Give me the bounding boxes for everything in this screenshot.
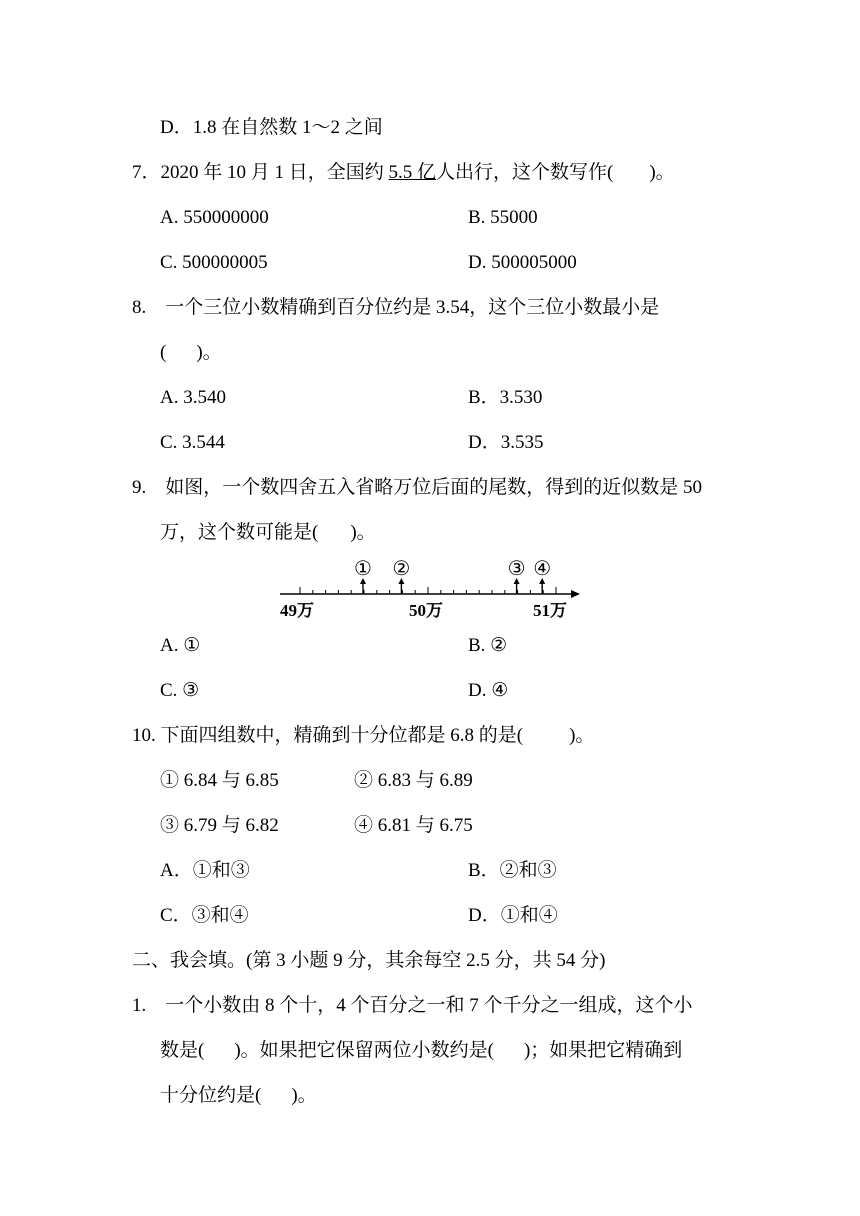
section-2-heading: 二、我会填。(第 3 小题 9 分，其余每空 2.5 分，共 54 分) xyxy=(132,950,606,971)
s2q1-text-d: 十分位约是( xyxy=(160,1085,262,1106)
q9-stem-line2 xyxy=(160,521,376,545)
q10-stem-close: )。 xyxy=(569,725,595,746)
q8-option-c[interactable]: C. 3.544 xyxy=(160,432,225,453)
q10-option-b[interactable]: B．②和③ xyxy=(468,860,557,881)
q10-stem xyxy=(132,724,594,748)
s2q1-text-e: )。 xyxy=(291,1085,317,1106)
q7-stem-suffix: 人出行，这个数写作( xyxy=(436,162,614,183)
q10-group-4: ④ 6.81 与 6.75 xyxy=(354,815,473,836)
marker-label-4: ④ xyxy=(533,558,552,580)
tick-label-50wan: 50万 xyxy=(409,601,443,620)
q8-stem-line1: 8. 一个三位小数精确到百分位约是 3.54，这个三位小数最小是 xyxy=(132,297,660,318)
q8-option-a[interactable]: A. 3.540 xyxy=(160,387,226,408)
q7-option-d[interactable]: D. 500005000 xyxy=(468,252,577,273)
marker-label-1: ① xyxy=(354,558,372,580)
number-line-arrowhead xyxy=(571,590,580,598)
number-line-ticks xyxy=(300,587,556,594)
q10-option-d[interactable]: D．①和④ xyxy=(468,905,558,926)
q7-option-a[interactable]: A. 550000000 xyxy=(160,207,269,228)
marker-label-3: ③ xyxy=(507,558,526,580)
tick-label-51wan: 51万 xyxy=(533,601,567,620)
s2q1-text-b: )。如果把它保留两位小数约是( xyxy=(234,1040,494,1061)
q9-option-a[interactable]: A. ① xyxy=(160,635,201,656)
marker-label-2: ② xyxy=(392,558,411,580)
q9-stem-close: )。 xyxy=(350,522,376,543)
q10-group-1: ① 6.84 与 6.85 xyxy=(160,770,279,791)
q8-option-b[interactable]: B．3.530 xyxy=(468,387,543,408)
q9-option-b[interactable]: B. ② xyxy=(468,635,508,656)
s2q1-stem-line3 xyxy=(160,1084,317,1108)
s2q1-stem-line1: 1. 一个小数由 8 个十，4 个百分之一和 7 个千分之一组成，这个小 xyxy=(132,995,693,1016)
q7-stem-prefix: 7．2020 年 10 月 1 日，全国约 xyxy=(132,162,389,183)
q9-option-c[interactable]: C. ③ xyxy=(160,680,200,701)
q9-stem-text: 万，这个数可能是( xyxy=(160,522,319,543)
q10-group-2: ② 6.83 与 6.89 xyxy=(354,770,473,791)
q10-option-c[interactable]: C．③和④ xyxy=(160,905,249,926)
q10-stem-text: 10. 下面四组数中，精确到十分位都是 6.8 的是( xyxy=(132,725,524,746)
tick-label-49wan: 49万 xyxy=(280,601,314,620)
s2q1-text-c: )；如果把它精确到 xyxy=(523,1040,683,1061)
q7-stem xyxy=(132,161,675,185)
q7-option-b[interactable]: B. 55000 xyxy=(468,207,538,228)
q8-close-paren: )。 xyxy=(196,342,222,363)
q7-underlined-value: 5.5 亿 xyxy=(388,162,437,183)
q7-option-c[interactable]: C. 500000005 xyxy=(160,252,268,273)
s2q1-text-a: 数是( xyxy=(160,1040,205,1061)
q8-open-paren: ( xyxy=(160,342,167,363)
q9-option-d[interactable]: D. ④ xyxy=(468,680,509,701)
q6-option-d: D．1.8 在自然数 1～2 之间 xyxy=(160,117,383,138)
q9-number-line-figure xyxy=(270,552,590,624)
q8-stem-line2 xyxy=(160,341,222,365)
q10-option-a[interactable]: A．①和③ xyxy=(160,860,250,881)
q10-group-3: ③ 6.79 与 6.82 xyxy=(160,815,279,836)
q8-option-d[interactable]: D．3.535 xyxy=(468,432,544,453)
s2q1-stem-line2 xyxy=(160,1039,682,1063)
number-line-markers xyxy=(354,558,551,594)
q7-stem-close: )。 xyxy=(649,162,675,183)
q9-stem-line1: 9. 如图，一个数四舍五入省略万位后面的尾数，得到的近似数是 50 xyxy=(132,477,703,498)
